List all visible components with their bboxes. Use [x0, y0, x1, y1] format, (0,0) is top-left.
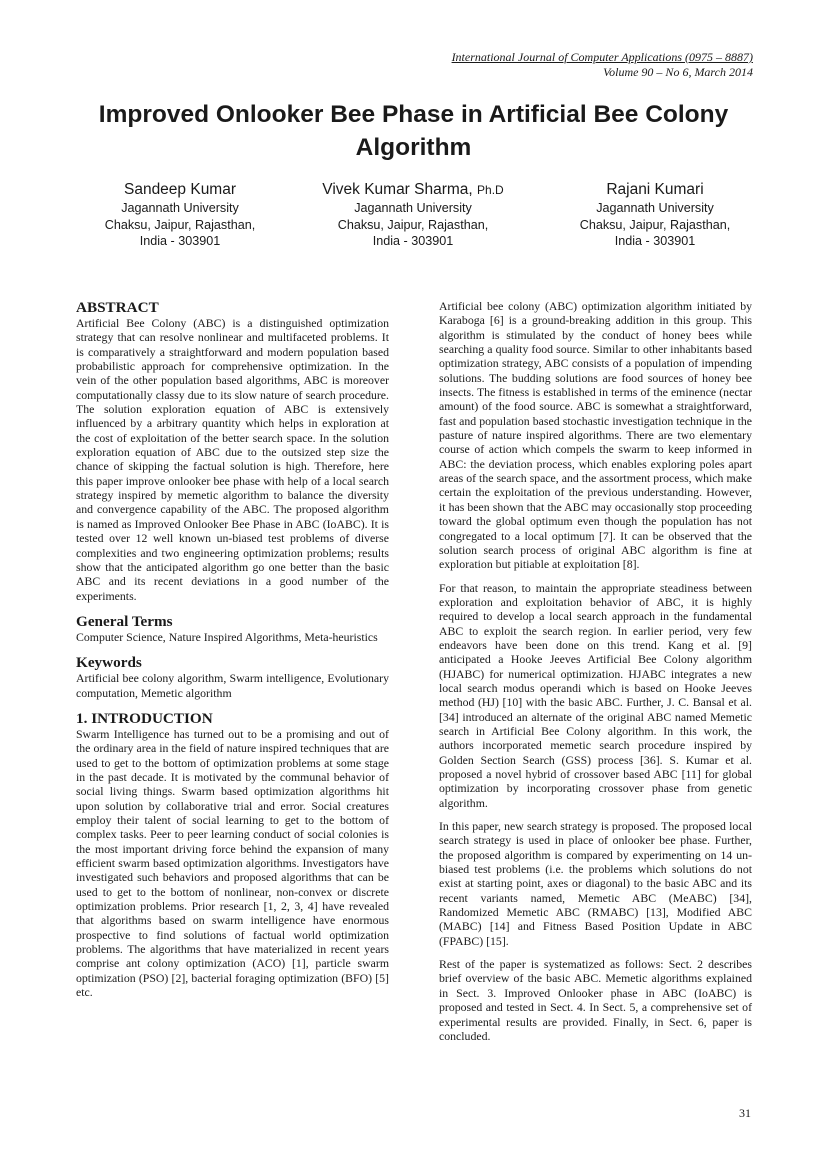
author-address: Chaksu, Jaipur, Rajasthan,: [337, 217, 489, 232]
keywords-heading: Keywords: [76, 654, 142, 672]
general-terms-heading: General Terms: [76, 612, 173, 630]
author-name-wrap: [293, 180, 533, 200]
introduction-heading: 1. INTRODUCTION: [76, 709, 213, 727]
keywords-section: [76, 654, 389, 700]
author-name: Rajani Kumari: [606, 181, 704, 198]
keywords-text: Artificial bee colony algorithm, Swarm intelligence, Evolutionary computation, Memetic algorithm: [76, 671, 389, 700]
author-affiliation: Jagannath University: [596, 201, 714, 215]
author-country: India - 303901: [372, 234, 454, 248]
author-affiliation: Jagannath University: [121, 201, 239, 215]
author-degree: Ph.D: [477, 183, 504, 197]
paper-title: [60, 98, 767, 164]
body-paragraph: Rest of the paper is systematized as follows: Sect. 2 describes brief overview of the basic ABC. Memetic algorithms explained in Sect. 3. Improved Onlooker phase in ABC (IoABC) is proposed and tested in Sect. 4. In Sect. 5, a comprehensive set of experimental results are provided. Finally, in Sect. 6, paper is concluded.: [439, 957, 752, 1043]
abstract-text: Artificial Bee Colony (ABC) is a distinguished optimization strategy that can resolve nonlinear and multifaceted problems. It is comparatively a straightforward and modern population based probabilistic approach for comprehensive optimization. In the vein of the other population based algorithms, ABC is moreover computationally classy due to its slow nature of search procedure. The solution exploration equation of ABC is extensively influenced by a arbitrary quantity which helps in exploration at the cost of exploitation of the better search space. In the solution exploration equation of ABC due to the outsized step size the chance of skipping the factual solution is high. Therefore, here this paper improve onlooker bee phase with help of a local search strategy inspired by memetic algorithm to balance the diversity and convergence capability of the ABC. The proposed algorithm is named as Improved Onlooker Bee Phase in ABC (IoABC). It is tested over 12 well known un-biased test problems of diverse complexities and two engineering optimization problems; results show that the anticipated algorithm go one better than the basic ABC and its recent deviations in a good number of the experiments.: [76, 316, 389, 603]
body-paragraph: In this paper, new search strategy is proposed. The proposed local search strategy is used in place of onlooker bee phase. Further, the proposed algorithm is compared by experimenting on 14 un-biased test problems (i.e. the problems which solutions do not exist at starting point, axes or diagonal) to the basic ABC and its recent variants named, Memetic ABC (MeABC) [34], Randomized Memetic ABC (RMABC) [13], Modified ABC (MABC) [14] and Fitness Based Position Update in ABC (FPABC) [15].: [439, 819, 752, 948]
author-country: India - 303901: [614, 234, 696, 248]
left-column: [76, 299, 389, 1009]
journal-volume: Volume 90 – No 6, March 2014: [603, 65, 753, 79]
author-country: India - 303901: [139, 234, 221, 248]
journal-name: International Journal of Computer Applications (0975 – 8887): [451, 50, 753, 64]
author-3: [535, 180, 775, 250]
title-line-1: Improved Onlooker Bee Phase in Artificial Bee Colony: [98, 101, 729, 128]
body-paragraph: Artificial bee colony (ABC) optimization algorithm initiated by Karaboga [6] is a ground-breaking addition in this group. This algorithm is stimulated by the conduct of honey bees while searching a quality food source. Similar to other inhabitants based optimization strategy, ABC consists of a population of impending solutions. The budding solutions are food sources of honey bee insects. The fitness is established in terms of the eminence (nectar amount) of the food source. ABC is somewhat a straightforward, fast and population based stochastic investigation technique in the pasture of nature inspired algorithms. There are two elementary course of action which compels the swarm to keep informed in ABC: the deviation process, which enables exploring poles apart areas of the search space, and the assortment process, which make certain the exploitation of the previous understanding. However, it has been shown that the ABC may occasionally stop proceeding toward the global optimum even though the population has not congregated to a local optimum [7]. It can be observed that the solution search process of original ABC algorithm is fine at exploration but pitiable at exploitation [8].: [439, 299, 752, 572]
title-line-2: Algorithm: [355, 134, 472, 161]
right-column: [439, 299, 752, 1052]
body-paragraph: For that reason, to maintain the appropriate steadiness between exploration and exploitation behavior of ABC, it is highly required to develop a local search approach in the fundamental ABC to exploit the search region. In earlier period, very few endeavors have been done on this trend. Kang et al. [9] anticipated a Hooke Jeeves Artificial Bee Colony algorithm (HJABC) for numerical optimization. HJABC integrates a new local search modus operandi which is based on Hooke Jeeves method (HJ) [10] with the basic ABC. Further, J. C. Bansal et al. [34] introduced an alternate of the original ABC named Memetic search in Artificial Bee Colony algorithm. In this work, the authors incorporated memetic search procedure inspired by Golden Section Search (GSS) process [36]. S. Kumar et al. proposed a novel hybrid of crossover based ABC [11] for global optimization by incorporating crossover phase from genetic algorithm.: [439, 580, 752, 810]
author-address: Chaksu, Jaipur, Rajasthan,: [579, 217, 731, 232]
author-name: Vivek Kumar Sharma,: [322, 181, 473, 198]
author-address: Chaksu, Jaipur, Rajasthan,: [104, 217, 256, 232]
introduction-section: [76, 710, 389, 1000]
author-name: Sandeep Kumar: [123, 181, 237, 198]
introduction-paragraph: Swarm Intelligence has turned out to be a promising and out of the ordinary area in the field of nature inspired techniques that are used to get to the bottom of optimization problems at some stage in the past decade. It is motivated by the communal behavior of social living things. Swarm based optimization algorithms hit upon solution by collaborative trial and error. Social creatures employ their talent of social learning to get to the bottom of complex tasks. Peer to peer learning conduct of social colonies is the most important driving force behind the expansion of many efficient swarm based optimization algorithms. Investigators have investigated such behaviors and proposed algorithms that can be used to get to the bottom of nonlinear, non-convex or discrete optimization problems. Prior research [1, 2, 3, 4] have revealed that algorithms based on swarm intelligence have enormous prospective to find solutions of factual world optimization problems. The algorithms that have materialized in recent years comprise ant colony optimization (ACO) [1], particle swarm optimization (PSO) [2], bacterial foraging optimization (BFO) [5] etc.: [76, 726, 389, 1000]
author-2: [293, 180, 533, 250]
author-affiliation: Jagannath University: [354, 201, 472, 215]
general-terms-section: [76, 613, 389, 644]
journal-header: [452, 50, 753, 80]
author-1: [60, 180, 300, 250]
abstract-section: [76, 299, 389, 603]
page-number: 31: [739, 1106, 751, 1120]
general-terms-text: Computer Science, Nature Inspired Algorithms, Meta-heuristics: [76, 629, 378, 644]
abstract-heading: ABSTRACT: [76, 299, 159, 316]
